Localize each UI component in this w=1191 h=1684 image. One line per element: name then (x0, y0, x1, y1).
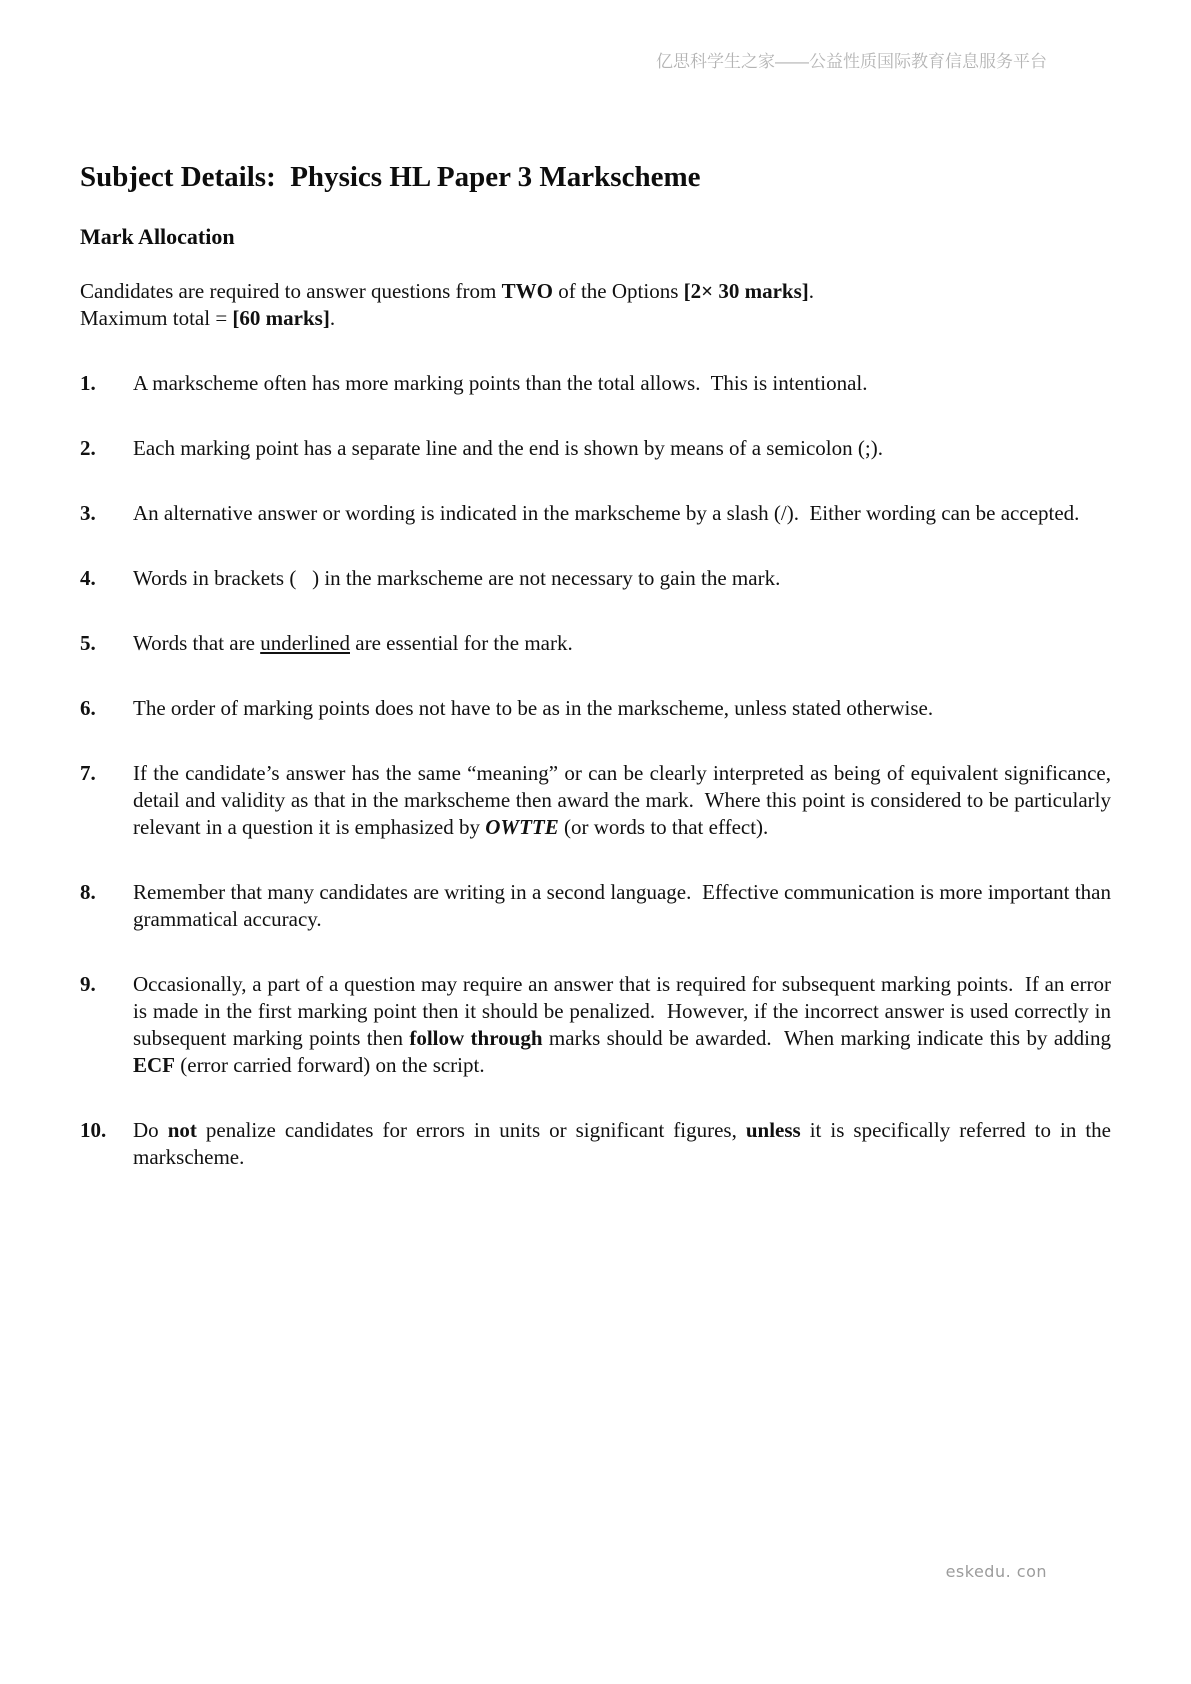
intro-line (80, 305, 1111, 332)
list-item (80, 630, 1111, 657)
list-item (80, 500, 1111, 527)
item-number: 1. (80, 371, 96, 395)
list-item (80, 971, 1111, 1079)
item-number: 10. (80, 1118, 107, 1142)
list-item (80, 879, 1111, 933)
text-run: Occasionally, a part of a question may require an answer that is required for subsequent marking points. If an error is made in the first marking point then it should be penalized. However, if the incorrect answer is used correctly in subsequent marking points then (133, 972, 1111, 1050)
item-number: 5. (80, 631, 96, 655)
item-text (133, 565, 1111, 592)
item-text (133, 695, 1111, 722)
list-item (80, 370, 1111, 397)
item-text (133, 630, 1111, 657)
emphasized-text: [60 marks] (232, 306, 330, 330)
text-run: (or words to that effect). (558, 815, 769, 839)
intro-paragraph (80, 278, 1111, 332)
text-run: penalize candidates for errors in units or significant figures, (196, 1118, 746, 1142)
numbered-list (80, 370, 1111, 1171)
text-run: Each marking point has a separate line and the end is shown by means of a semicolon (;). (133, 436, 883, 460)
emphasized-text: underlined (260, 631, 350, 655)
text-run: Words that are (133, 631, 261, 655)
item-text (133, 760, 1111, 841)
text-run: Remember that many candidates are writing in a second language. Effective communication is more important than grammatical accuracy. (133, 880, 1111, 931)
intro-line (80, 278, 1111, 305)
text-run: it is specifically referred to in the markscheme. (133, 1118, 1111, 1169)
text-run: An alternative answer or wording is indicated in the markscheme by a slash (/). Either wording can be accepted. (133, 501, 1080, 525)
text-run: A markscheme often has more marking points than the total allows. This is intentional. (133, 371, 868, 395)
list-item (80, 565, 1111, 592)
item-number: 4. (80, 566, 96, 590)
text-run: Maximum total = (80, 306, 233, 330)
item-text (133, 435, 1111, 462)
header-watermark: 亿思科学生之家——公益性质国际教育信息服务平台 (656, 52, 1047, 71)
item-text (133, 1117, 1111, 1171)
text-run: (error carried forward) on the script. (175, 1053, 485, 1077)
text-run: The order of marking points does not have to be as in the markscheme, unless stated otherwise. (133, 696, 934, 720)
text-run: Candidates are required to answer questions from (80, 279, 502, 303)
list-item (80, 695, 1111, 722)
item-text (133, 971, 1111, 1079)
footer-watermark: eskedu. con (945, 1562, 1047, 1581)
text-run: . (329, 306, 336, 330)
emphasized-text: TWO (501, 279, 553, 303)
item-text (133, 370, 1111, 397)
emphasized-text: unless (745, 1118, 801, 1142)
emphasized-text: ECF (133, 1053, 175, 1077)
text-run: Words in brackets ( ) in the markscheme are not necessary to gain the mark. (133, 566, 781, 590)
list-item (80, 435, 1111, 462)
text-run: If the candidate’s answer has the same “meaning” or can be clearly interpreted as being of equivalent significance, detail and validity as that in the markscheme then award the mark. Where this point is considered to be particularly relevant in a question it is emphasized by (133, 761, 1111, 839)
emphasized-text: OWTTE (485, 815, 559, 839)
item-number: 8. (80, 880, 96, 904)
emphasized-text: [2× 30 marks] (683, 279, 809, 303)
item-number: 2. (80, 436, 96, 460)
item-text (133, 879, 1111, 933)
text-run: Do (133, 1118, 168, 1142)
emphasized-text: follow through (409, 1026, 543, 1050)
list-item (80, 760, 1111, 841)
list-item (80, 1117, 1111, 1171)
emphasized-text: not (167, 1118, 197, 1142)
text-run: of the Options (552, 279, 684, 303)
item-number: 9. (80, 972, 96, 996)
item-number: 6. (80, 696, 96, 720)
text-run: . (808, 279, 814, 303)
item-number: 3. (80, 501, 96, 525)
text-run: are essential for the mark. (350, 631, 573, 655)
section-heading: Mark Allocation (80, 224, 235, 249)
page-title: Subject Details: Physics HL Paper 3 Markscheme (80, 161, 701, 193)
text-run: marks should be awarded. When marking indicate this by adding (542, 1026, 1111, 1050)
item-text (133, 500, 1111, 527)
document-content (80, 160, 1111, 1171)
item-number: 7. (80, 761, 96, 785)
